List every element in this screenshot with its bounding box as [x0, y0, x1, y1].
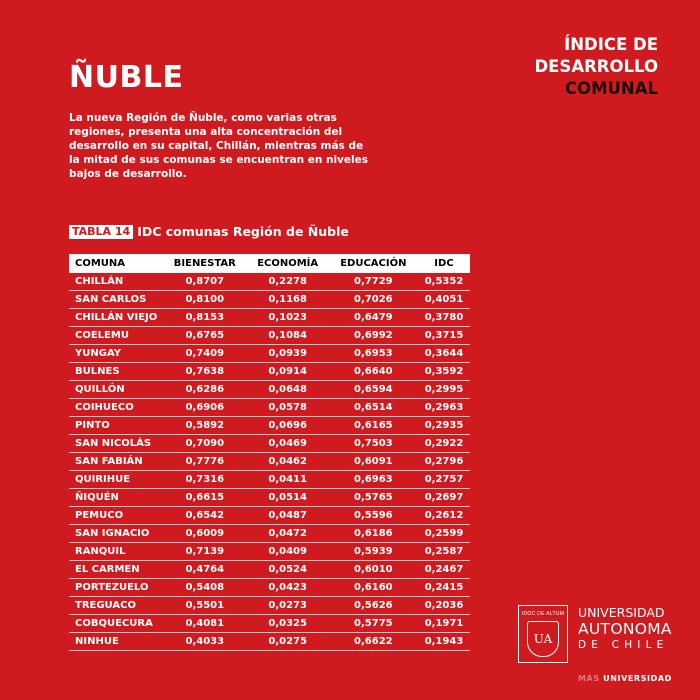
cell-comuna: SAN NICOLÁS — [69, 435, 163, 453]
table-row — [69, 327, 470, 345]
cell-idc: 0,2036 — [418, 597, 470, 615]
cell-comuna: ÑIQUÉN — [69, 489, 163, 507]
cell-bienestar: 0,7409 — [163, 345, 247, 363]
cell-educacion: 0,6479 — [329, 309, 418, 327]
cell-economia: 0,0524 — [247, 561, 329, 579]
cell-economia: 0,0487 — [247, 507, 329, 525]
cell-economia: 0,0514 — [247, 489, 329, 507]
cell-idc: 0,5352 — [418, 273, 470, 291]
table-caption-text: IDC comunas Región de Ñuble — [137, 224, 349, 239]
header-line-3: COMUNAL — [564, 79, 658, 98]
cell-comuna: RANQUIL — [69, 543, 163, 561]
cell-comuna: EL CARMEN — [69, 561, 163, 579]
university-logo — [518, 605, 568, 663]
table-row — [69, 561, 470, 579]
cell-bienestar: 0,7316 — [163, 471, 247, 489]
cell-comuna: PEMUCO — [69, 507, 163, 525]
cell-educacion: 0,6010 — [329, 561, 418, 579]
table-row — [69, 309, 470, 327]
cell-comuna: NINHUE — [69, 633, 163, 651]
cell-educacion: 0,6160 — [329, 579, 418, 597]
cell-idc: 0,2796 — [418, 453, 470, 471]
university-name-line-1: UNIVERSIDAD — [578, 605, 665, 620]
section-header — [534, 34, 658, 100]
cell-educacion: 0,6091 — [329, 453, 418, 471]
cell-bienestar: 0,8153 — [163, 309, 247, 327]
cell-educacion: 0,6594 — [329, 381, 418, 399]
table-tag: TABLA 14 — [69, 225, 133, 239]
cell-idc: 0,3592 — [418, 363, 470, 381]
cell-bienestar: 0,6009 — [163, 525, 247, 543]
cell-idc: 0,2995 — [418, 381, 470, 399]
cell-educacion: 0,5596 — [329, 507, 418, 525]
cell-idc: 0,4051 — [418, 291, 470, 309]
cell-economia: 0,0939 — [247, 345, 329, 363]
cell-economia: 0,0423 — [247, 579, 329, 597]
cell-educacion: 0,6165 — [329, 417, 418, 435]
column-header-bienestar: BIENESTAR — [163, 254, 247, 273]
cell-comuna: COIHUECO — [69, 399, 163, 417]
cell-bienestar: 0,7139 — [163, 543, 247, 561]
cell-comuna: QUILLÓN — [69, 381, 163, 399]
cell-educacion: 0,7026 — [329, 291, 418, 309]
cell-economia: 0,0325 — [247, 615, 329, 633]
cell-comuna: CHILLÁN VIEJO — [69, 309, 163, 327]
cell-economia: 0,0648 — [247, 381, 329, 399]
cell-idc: 0,1971 — [418, 615, 470, 633]
cell-educacion: 0,7503 — [329, 435, 418, 453]
cell-educacion: 0,6992 — [329, 327, 418, 345]
table-row — [69, 489, 470, 507]
university-name — [578, 605, 672, 653]
cell-bienestar: 0,6286 — [163, 381, 247, 399]
column-header-comuna: COMUNA — [69, 254, 163, 273]
cell-educacion: 0,6953 — [329, 345, 418, 363]
cell-bienestar: 0,5501 — [163, 597, 247, 615]
cell-economia: 0,2278 — [247, 273, 329, 291]
cell-bienestar: 0,7776 — [163, 453, 247, 471]
cell-comuna: COELEMU — [69, 327, 163, 345]
cell-idc: 0,2415 — [418, 579, 470, 597]
column-header-economia: ECONOMÍA — [247, 254, 329, 273]
cell-economia: 0,0696 — [247, 417, 329, 435]
logo-initials: UA — [533, 632, 553, 646]
cell-comuna: PINTO — [69, 417, 163, 435]
cell-bienestar: 0,7090 — [163, 435, 247, 453]
table-row — [69, 543, 470, 561]
cell-economia: 0,0914 — [247, 363, 329, 381]
table-row — [69, 381, 470, 399]
cell-idc: 0,2612 — [418, 507, 470, 525]
cell-comuna: YUNGAY — [69, 345, 163, 363]
university-name-line-3: DE CHILE — [578, 639, 669, 651]
logo-seal-text: IDOC DE ALTUM — [521, 611, 565, 617]
cell-idc: 0,2467 — [418, 561, 470, 579]
cell-educacion: 0,6640 — [329, 363, 418, 381]
cell-idc: 0,2697 — [418, 489, 470, 507]
tagline — [578, 674, 672, 683]
table-row — [69, 435, 470, 453]
cell-idc: 0,2599 — [418, 525, 470, 543]
cell-idc: 0,1943 — [418, 633, 470, 651]
cell-idc: 0,3715 — [418, 327, 470, 345]
table-row — [69, 579, 470, 597]
cell-comuna: QUIRIHUE — [69, 471, 163, 489]
tagline-part-2: UNIVERSIDAD — [599, 674, 672, 683]
cell-idc: 0,3644 — [418, 345, 470, 363]
cell-bienestar: 0,6542 — [163, 507, 247, 525]
cell-comuna: CHILLÁN — [69, 273, 163, 291]
table-row — [69, 633, 470, 651]
shield-icon — [527, 621, 559, 657]
cell-educacion: 0,5765 — [329, 489, 418, 507]
table-row — [69, 345, 470, 363]
cell-comuna: TREGUACO — [69, 597, 163, 615]
header-line-2: DESARROLLO — [534, 57, 658, 76]
cell-educacion: 0,5939 — [329, 543, 418, 561]
cell-comuna: SAN IGNACIO — [69, 525, 163, 543]
cell-bienestar: 0,4081 — [163, 615, 247, 633]
table-row — [69, 615, 470, 633]
cell-educacion: 0,7729 — [329, 273, 418, 291]
cell-bienestar: 0,5892 — [163, 417, 247, 435]
tagline-part-1: MÁS — [578, 674, 600, 683]
cell-economia: 0,0472 — [247, 525, 329, 543]
table-row — [69, 399, 470, 417]
table-row — [69, 597, 470, 615]
cell-bienestar: 0,8100 — [163, 291, 247, 309]
cell-bienestar: 0,8707 — [163, 273, 247, 291]
cell-bienestar: 0,6906 — [163, 399, 247, 417]
cell-bienestar: 0,4764 — [163, 561, 247, 579]
table-row — [69, 363, 470, 381]
cell-comuna: SAN CARLOS — [69, 291, 163, 309]
cell-economia: 0,1023 — [247, 309, 329, 327]
cell-educacion: 0,5626 — [329, 597, 418, 615]
cell-idc: 0,3780 — [418, 309, 470, 327]
cell-economia: 0,0462 — [247, 453, 329, 471]
cell-educacion: 0,6514 — [329, 399, 418, 417]
cell-bienestar: 0,6615 — [163, 489, 247, 507]
intro-paragraph: La nueva Región de Ñuble, como varias otras regiones, presenta una alta concentración del desarrollo en su capital, Chillán, mientras más de la mitad de sus comunas se encuentran en niveles bajos de desarrollo. — [69, 112, 368, 180]
cell-educacion: 0,6622 — [329, 633, 418, 651]
cell-economia: 0,0578 — [247, 399, 329, 417]
cell-economia: 0,1084 — [247, 327, 329, 345]
cell-idc: 0,2922 — [418, 435, 470, 453]
table-row — [69, 507, 470, 525]
cell-bienestar: 0,6765 — [163, 327, 247, 345]
cell-bienestar: 0,5408 — [163, 579, 247, 597]
idc-table — [69, 254, 470, 651]
table-row — [69, 453, 470, 471]
cell-economia: 0,0273 — [247, 597, 329, 615]
cell-economia: 0,0411 — [247, 471, 329, 489]
cell-comuna: BULNES — [69, 363, 163, 381]
cell-educacion: 0,5775 — [329, 615, 418, 633]
table-row — [69, 471, 470, 489]
page-title: ÑUBLE — [69, 60, 184, 95]
cell-bienestar: 0,4033 — [163, 633, 247, 651]
table-row — [69, 417, 470, 435]
cell-economia: 0,0275 — [247, 633, 329, 651]
university-name-line-2: AUTONOMA — [578, 620, 672, 638]
cell-idc: 0,2587 — [418, 543, 470, 561]
table-body — [69, 273, 470, 651]
table-row — [69, 273, 470, 291]
cell-idc: 0,2757 — [418, 471, 470, 489]
header-line-1: ÍNDICE DE — [564, 35, 658, 54]
table-row — [69, 291, 470, 309]
table-header-row — [69, 254, 470, 273]
cell-idc: 0,2935 — [418, 417, 470, 435]
column-header-educacion: EDUCACIÓN — [329, 254, 418, 273]
table-caption — [69, 224, 349, 239]
cell-idc: 0,2963 — [418, 399, 470, 417]
cell-comuna: COBQUECURA — [69, 615, 163, 633]
cell-economia: 0,0409 — [247, 543, 329, 561]
cell-comuna: PORTEZUELO — [69, 579, 163, 597]
cell-educacion: 0,6186 — [329, 525, 418, 543]
table-row — [69, 525, 470, 543]
cell-educacion: 0,6963 — [329, 471, 418, 489]
cell-comuna: SAN FABIÁN — [69, 453, 163, 471]
cell-bienestar: 0,7638 — [163, 363, 247, 381]
cell-economia: 0,1168 — [247, 291, 329, 309]
cell-economia: 0,0469 — [247, 435, 329, 453]
column-header-idc: IDC — [418, 254, 470, 273]
